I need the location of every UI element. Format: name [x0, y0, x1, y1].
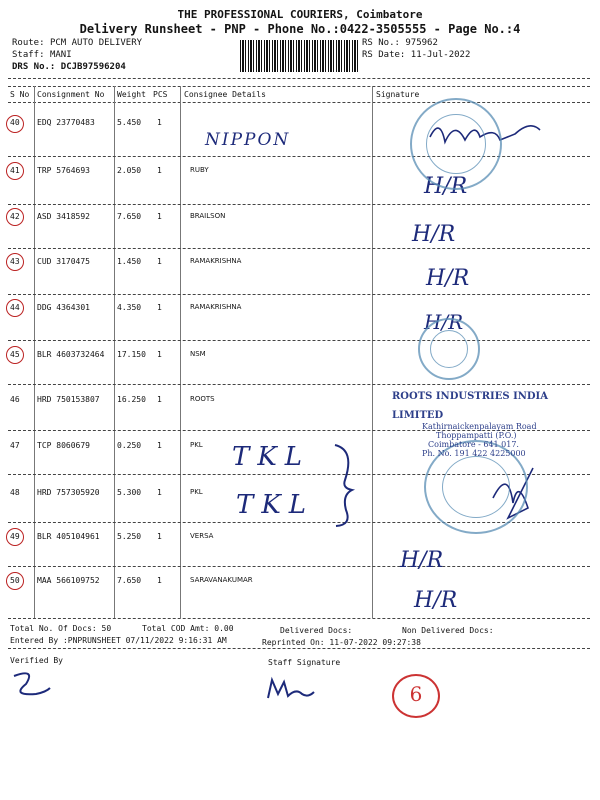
staff-signature — [262, 672, 322, 704]
row-weight: 5.250 — [117, 532, 142, 541]
divider — [8, 78, 590, 79]
row-consignee: VERSA — [190, 532, 214, 540]
divider — [8, 648, 590, 649]
row-consignee: RAMAKRISHNA — [190, 257, 242, 265]
row-weight: 4.350 — [117, 303, 142, 312]
handwritten-tkl: TKL — [232, 442, 311, 472]
row-consignee: PKL — [190, 488, 203, 496]
page-number-circle — [392, 674, 440, 718]
row-sno: 46 — [10, 395, 20, 404]
handwritten-hr: H/R — [426, 266, 470, 291]
row-sno: 44 — [10, 303, 20, 312]
stamp-ring — [426, 114, 486, 174]
roots-address-stamp — [392, 384, 600, 458]
row-consignment: BLR 405104961 — [37, 532, 100, 541]
row-sno: 50 — [10, 576, 20, 585]
company-stamp — [410, 98, 502, 190]
row-pcs: 1 — [157, 488, 162, 497]
row-sno: 42 — [10, 212, 20, 221]
row-consignment: CUD 3170475 — [37, 257, 90, 266]
roots-stamp-line: Coimbatore - 641 017. — [428, 440, 519, 449]
serial-circle-mark — [6, 253, 24, 271]
runsheet-title: Delivery Runsheet - PNP - Phone No.:0422-3505555 - Page No.:4 — [79, 22, 521, 36]
row-sno: 49 — [10, 532, 20, 541]
roots-stamp-line: Kathirnaickenpalayam Road — [422, 422, 537, 431]
row-consignee: NSM — [190, 350, 206, 358]
row-consignment: HRD 757305920 — [37, 488, 100, 497]
route-label: Route: — [12, 38, 45, 48]
page-number-mark: 6 — [409, 682, 423, 706]
row-weight: 5.450 — [117, 118, 142, 127]
row-divider — [8, 156, 590, 157]
row-sno: 43 — [10, 257, 20, 266]
serial-circle-mark — [6, 346, 24, 364]
rs-date-line — [362, 50, 470, 60]
route-value: PCM AUTO DELIVERY — [49, 38, 143, 48]
serial-circle-mark — [6, 162, 24, 180]
serial-circle-mark — [6, 572, 24, 590]
row-sno: 40 — [10, 118, 20, 127]
verifier-signature — [6, 666, 56, 706]
total-cod: Total COD Amt: 0.00 — [142, 624, 234, 633]
drs-line — [12, 62, 126, 72]
row-divider — [8, 340, 590, 341]
serial-circle-mark — [6, 115, 24, 133]
row-consignee: RUBY — [190, 166, 209, 174]
staff-value: MANI — [49, 50, 72, 60]
handwritten-hr: H/R — [414, 588, 458, 613]
row-weight: 5.300 — [117, 488, 142, 497]
row-consignment: BLR 4603732464 — [37, 350, 105, 359]
rs-no-line — [362, 38, 438, 48]
handwritten-hr: H/R — [424, 310, 464, 334]
verified-by-label: Verified By — [10, 656, 63, 665]
row-consignee: ROOTS — [190, 395, 215, 403]
col-header-consignee: Consignee Details — [184, 90, 266, 99]
non-delivered-docs: Non Delivered Docs: — [402, 626, 494, 635]
row-pcs: 1 — [157, 212, 162, 221]
serial-circle-mark — [6, 208, 24, 226]
stamp-ring — [442, 456, 510, 518]
row-consignee: RAMAKRISHNA — [190, 303, 242, 311]
certification-stamp — [418, 318, 480, 380]
column-divider — [114, 86, 115, 618]
staff-line — [12, 50, 72, 60]
row-weight: 7.650 — [117, 576, 142, 585]
rs-no-label: RS No.: — [362, 38, 400, 48]
serial-circle-mark — [6, 528, 24, 546]
row-divider — [8, 618, 590, 619]
rs-no-value: 975962 — [405, 38, 438, 48]
roots-stamp-line: Thoppampatti (P.O.) — [436, 431, 517, 440]
serial-circle-mark — [6, 299, 24, 317]
row-consignee: SARAVANAKUMAR — [190, 576, 253, 584]
route-line — [12, 38, 142, 48]
col-header-signature: Signature — [376, 90, 420, 99]
row-weight: 0.250 — [117, 441, 142, 450]
rs-date-value: 11-Jul-2022 — [410, 50, 471, 60]
row-sno: 48 — [10, 488, 20, 497]
col-header-sno: S No — [10, 90, 30, 99]
row-consignment: ASD 3418592 — [37, 212, 90, 221]
row-pcs: 1 — [157, 118, 162, 127]
company-title: THE PROFESSIONAL COURIERS, Coimbatore — [177, 8, 423, 21]
row-consignee: BRAILSON — [190, 212, 226, 220]
row-pcs: 1 — [157, 395, 162, 404]
staff-label: Staff: — [12, 50, 45, 60]
row-consignment: DDG 4364301 — [37, 303, 90, 312]
divider — [8, 86, 590, 87]
handwritten-tkl: TKL — [236, 490, 315, 520]
row-consignment: MAA 566109752 — [37, 576, 100, 585]
staff-signature-label: Staff Signature — [268, 658, 341, 667]
row-consignment: EDQ 23770483 — [37, 118, 95, 127]
handwritten-hr: H/R — [424, 174, 468, 199]
row-weight: 16.250 — [117, 395, 146, 404]
row-pcs: 1 — [157, 576, 162, 585]
row-divider — [8, 204, 590, 205]
row-weight: 17.150 — [117, 350, 146, 359]
row-consignment: HRD 750153807 — [37, 395, 100, 404]
row-consignment: TCP 8060679 — [37, 441, 90, 450]
divider — [8, 102, 590, 103]
row-divider — [8, 566, 590, 567]
row-divider — [8, 248, 590, 249]
row-sno: 45 — [10, 350, 20, 359]
handwritten-hr: H/R — [400, 548, 444, 573]
col-header-pcs: PCS — [153, 90, 168, 99]
barcode — [240, 40, 360, 72]
drs-value: DCJB97596204 — [60, 62, 126, 72]
row-pcs: 1 — [157, 166, 162, 175]
column-divider — [180, 86, 181, 618]
stamp-ring — [430, 330, 468, 368]
handwritten-nippon: NIPPON — [205, 130, 291, 150]
roots-stamp-line: Ph. No. 191 422 4225000 — [422, 449, 526, 458]
row-consignee: PKL — [190, 441, 203, 449]
row-pcs: 1 — [157, 441, 162, 450]
col-header-consignment: Consignment No — [37, 90, 105, 99]
col-header-weight: Weight — [117, 90, 146, 99]
reprinted-on: Reprinted On: 11-07-2022 09:27:38 — [262, 638, 421, 647]
column-divider — [372, 86, 373, 618]
rs-date-label: RS Date: — [362, 50, 406, 60]
row-sno: 47 — [10, 441, 20, 450]
entered-by: Entered By :PNPRUNSHEET 07/11/2022 9:16:31 AM — [10, 636, 227, 645]
row-pcs: 1 — [157, 350, 162, 359]
row-consignment: TRP 5764693 — [37, 166, 90, 175]
row-pcs: 1 — [157, 303, 162, 312]
handwritten-hr: H/R — [412, 222, 456, 247]
handwritten-brace — [330, 440, 360, 530]
row-weight: 2.050 — [117, 166, 142, 175]
row-pcs: 1 — [157, 532, 162, 541]
roots-stamp-name: ROOTS INDUSTRIES INDIA LIMITED — [392, 391, 548, 421]
delivered-docs: Delivered Docs: — [280, 626, 353, 635]
drs-label: DRS No.: — [12, 62, 56, 72]
total-docs: Total No. Of Docs: 50 — [10, 624, 112, 633]
row-divider — [8, 294, 590, 295]
row-weight: 7.650 — [117, 212, 142, 221]
row-weight: 1.450 — [117, 257, 142, 266]
column-divider — [34, 86, 35, 618]
row-sno: 41 — [10, 166, 20, 175]
row-pcs: 1 — [157, 257, 162, 266]
